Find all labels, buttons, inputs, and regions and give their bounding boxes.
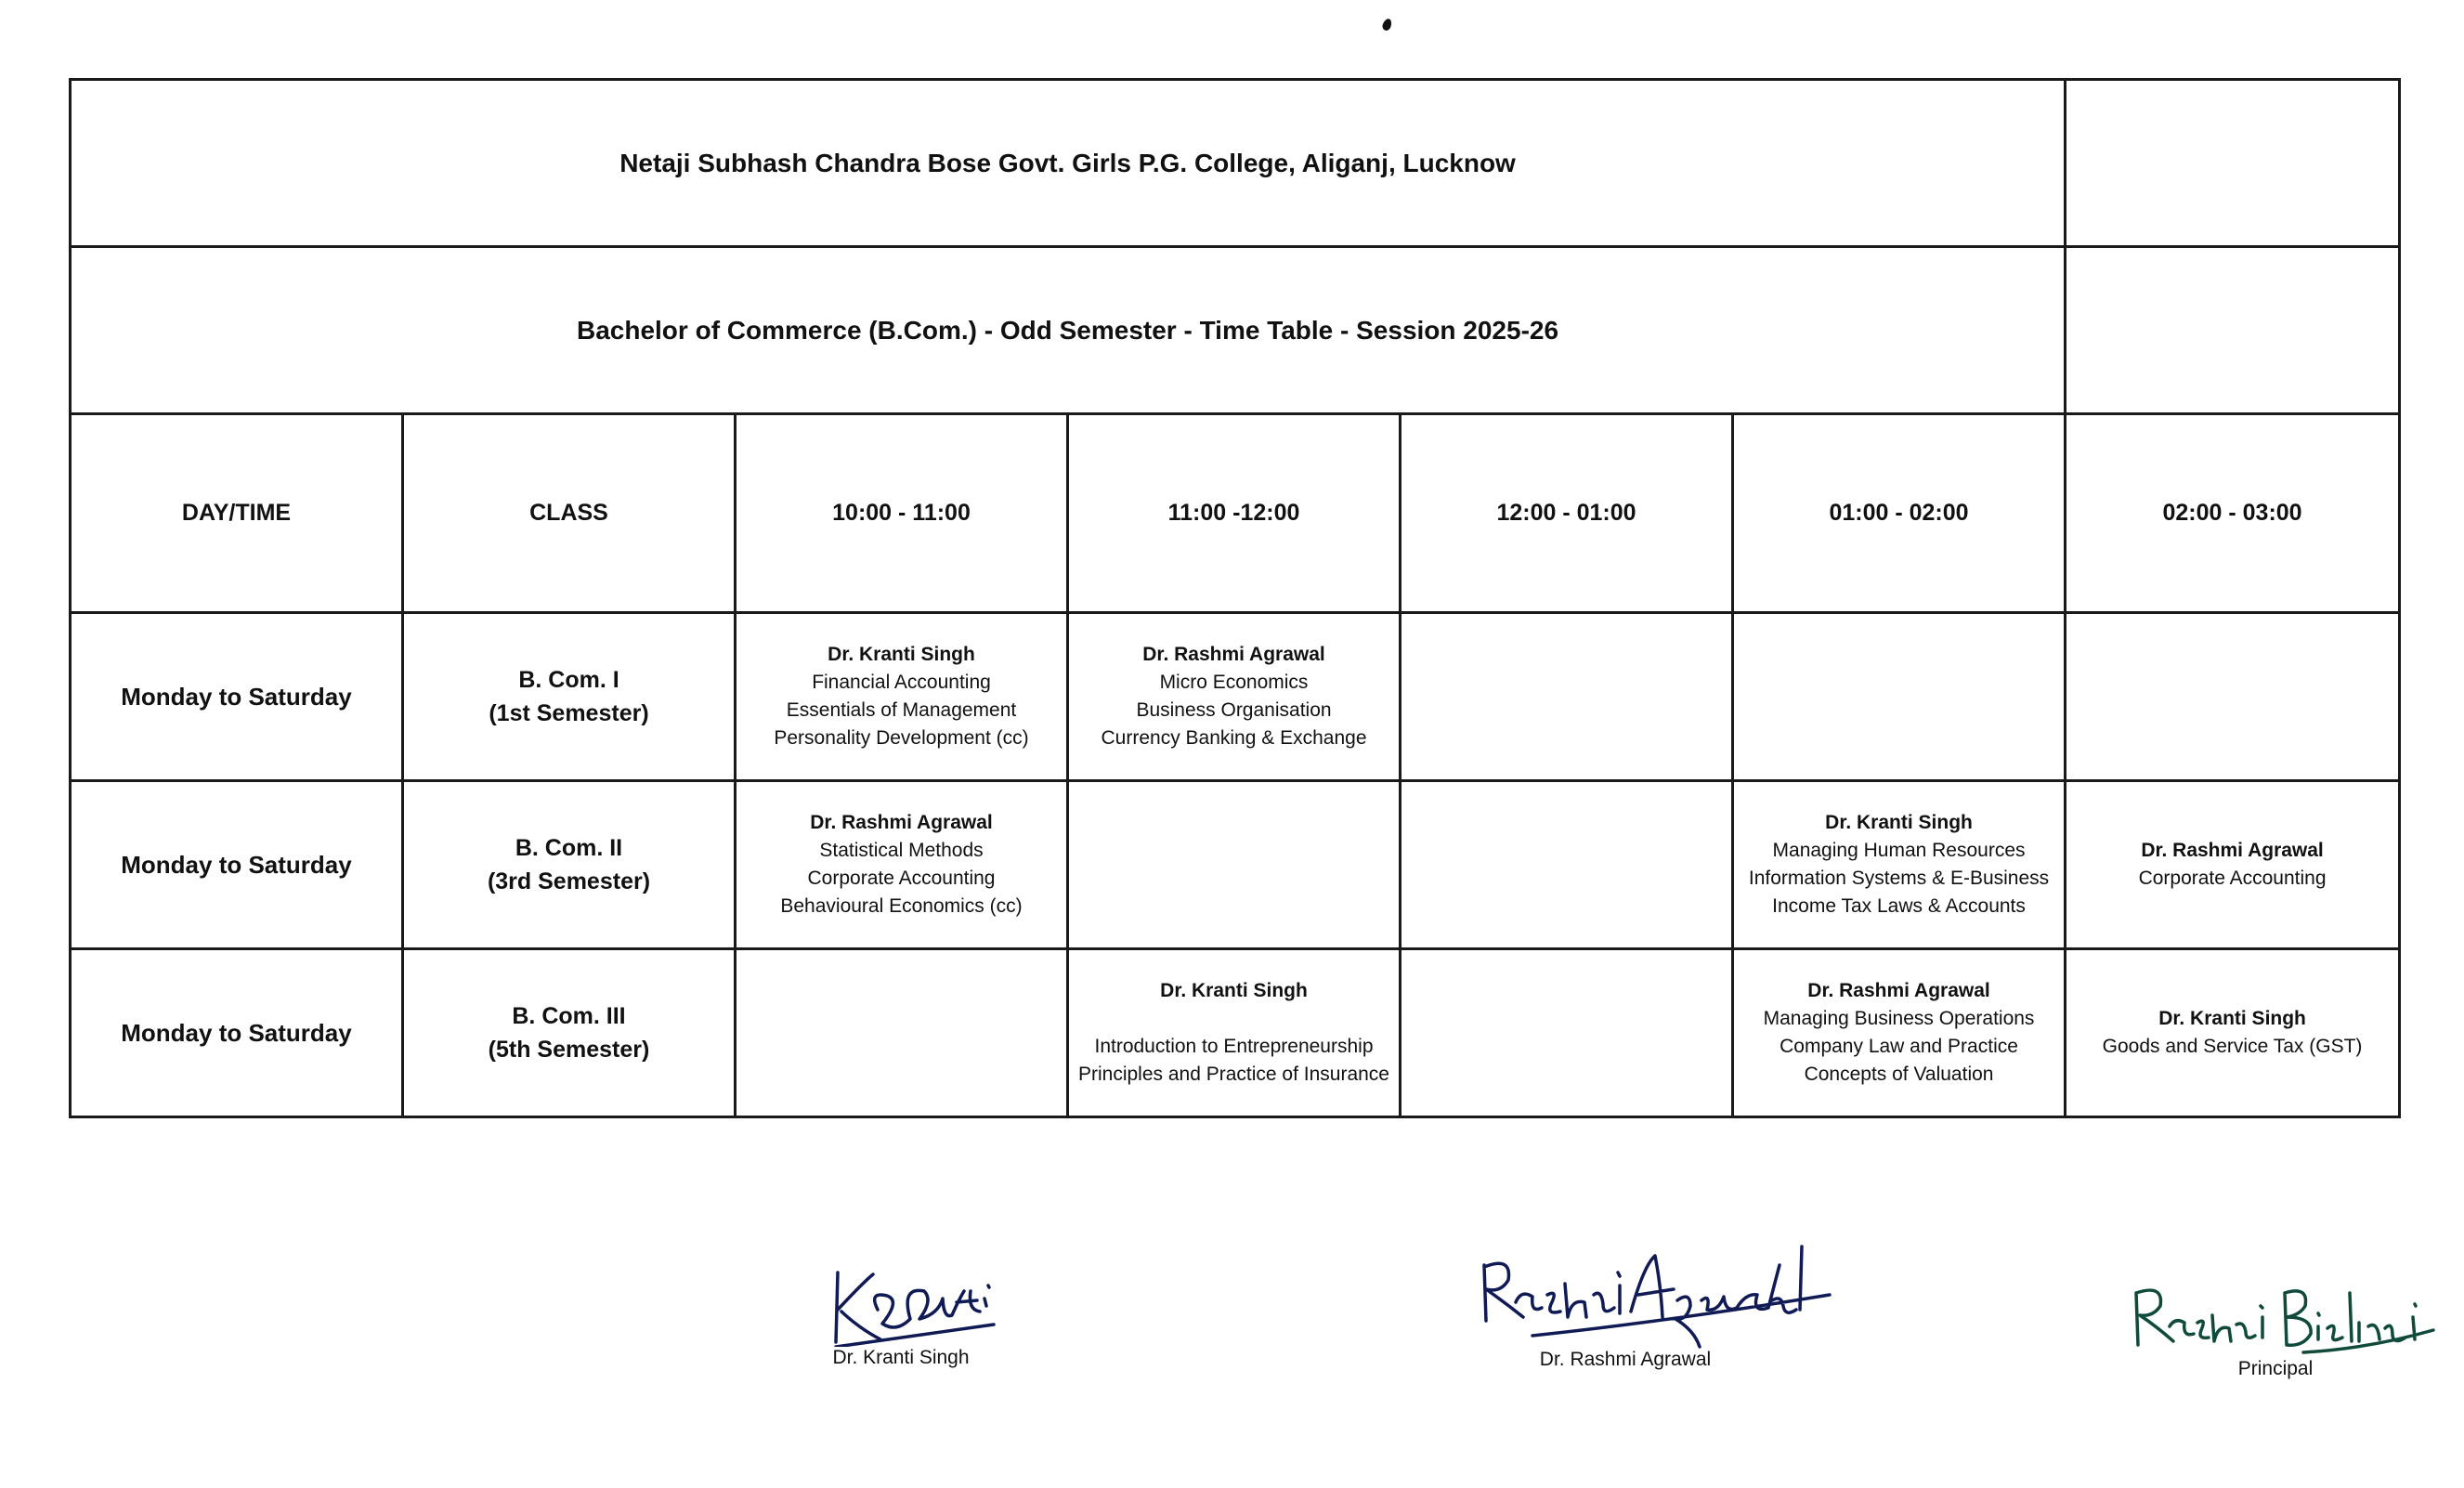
subject: Company Law and Practice <box>1780 1036 2018 1057</box>
timetable <box>69 78 2401 1118</box>
teacher-name: Dr. Kranti Singh <box>1825 812 1973 833</box>
teacher-name: Dr. Kranti Singh <box>2158 1008 2306 1029</box>
handwritten-signature-rashmi <box>1412 1228 1839 1349</box>
table-row <box>71 781 2400 949</box>
class-name: B. Com. II <box>515 835 623 861</box>
col-header-slot2: 11:00 -12:00 <box>1068 414 1401 613</box>
handwritten-signature-principal <box>2090 1256 2461 1358</box>
day-cell: Monday to Saturday <box>71 949 403 1117</box>
subject: Financial Accounting <box>812 672 991 693</box>
slot-cell <box>736 613 1068 781</box>
slot-cell <box>736 781 1068 949</box>
col-header-slot4: 01:00 - 02:00 <box>1733 414 2066 613</box>
subject: Managing Business Operations <box>1763 1008 2035 1029</box>
slot-cell <box>1733 781 2066 949</box>
subject: Statistical Methods <box>819 840 984 861</box>
spacer <box>1075 1005 1393 1033</box>
empty-cell <box>2066 80 2400 247</box>
table-row <box>71 949 2400 1117</box>
slot-cell-empty <box>1733 613 2066 781</box>
class-cell <box>403 781 736 949</box>
teacher-name: Dr. Rashmi Agrawal <box>1142 644 1325 665</box>
teacher-name: Dr. Rashmi Agrawal <box>2141 840 2324 861</box>
slot-cell-empty <box>1068 781 1401 949</box>
col-header-slot3: 12:00 - 01:00 <box>1401 414 1733 613</box>
subject: Currency Banking & Exchange <box>1101 727 1367 749</box>
teacher-name: Dr. Kranti Singh <box>828 644 975 665</box>
day-cell: Monday to Saturday <box>71 781 403 949</box>
teacher-name: Dr. Kranti Singh <box>1160 980 1308 1001</box>
subject: Information Systems & E-Business <box>1748 868 2050 889</box>
col-header-class: CLASS <box>403 414 736 613</box>
slot-cell <box>2066 949 2400 1117</box>
subject: Introduction to Entrepreneurship <box>1094 1036 1374 1057</box>
subject: Principles and Practice of Insurance <box>1077 1064 1389 1085</box>
college-name-cell <box>71 80 2066 247</box>
subject: Managing Human Resources <box>1772 840 2026 861</box>
semester-name: (5th Semester) <box>488 1037 650 1063</box>
col-header-slot5: 02:00 - 03:00 <box>2066 414 2400 613</box>
handwritten-signature-kranti <box>762 1245 1040 1347</box>
signatory-name: Dr. Rashmi Agrawal <box>1539 1349 1712 1370</box>
signatory-name: Principal <box>2237 1358 2314 1379</box>
college-name: Netaji Subhash Chandra Bose Govt. Girls P.G. College, Aliganj, Lucknow <box>619 148 1516 177</box>
subject: Corporate Accounting <box>807 868 996 889</box>
subject: Income Tax Laws & Accounts <box>1772 895 2026 917</box>
slot-cell <box>1733 949 2066 1117</box>
subject: Corporate Accounting <box>2138 868 2327 889</box>
subject: Essentials of Management <box>786 699 1017 721</box>
class-cell <box>403 613 736 781</box>
class-cell <box>403 949 736 1117</box>
signature-block-rashmi <box>1402 1228 1848 1371</box>
table-row <box>71 613 2400 781</box>
slot-cell-empty <box>1401 949 1733 1117</box>
slot-cell-empty <box>2066 613 2400 781</box>
day-cell: Monday to Saturday <box>71 613 403 781</box>
empty-cell <box>2066 247 2400 414</box>
subject: Personality Development (cc) <box>774 727 1029 749</box>
college-row <box>71 80 2400 247</box>
semester-name: (3rd Semester) <box>487 868 651 894</box>
slot-cell-empty <box>736 949 1068 1117</box>
semester-name: (1st Semester) <box>489 700 649 726</box>
signature-block-principal <box>2090 1256 2461 1380</box>
class-name: B. Com. I <box>518 667 619 693</box>
col-header-day: DAY/TIME <box>71 414 403 613</box>
subject: Goods and Service Tax (GST) <box>2102 1036 2363 1057</box>
teacher-name: Dr. Rashmi Agrawal <box>810 812 993 833</box>
signatory-name: Dr. Kranti Singh <box>832 1347 970 1368</box>
slot-cell <box>1068 949 1401 1117</box>
slot-cell-empty <box>1401 781 1733 949</box>
class-name: B. Com. III <box>512 1003 626 1029</box>
header-row <box>71 414 2400 613</box>
col-header-slot1: 10:00 - 11:00 <box>736 414 1068 613</box>
subject: Concepts of Valuation <box>1804 1064 1994 1085</box>
teacher-name: Dr. Rashmi Agrawal <box>1807 980 1990 1001</box>
slot-cell <box>1068 613 1401 781</box>
slot-cell <box>2066 781 2400 949</box>
slot-cell-empty <box>1401 613 1733 781</box>
timetable-title-cell <box>71 247 2066 414</box>
subject: Business Organisation <box>1136 699 1332 721</box>
subject: Behavioural Economics (cc) <box>780 895 1023 917</box>
timetable-title: Bachelor of Commerce (B.Com.) - Odd Semester - Time Table - Session 2025-26 <box>576 315 1559 345</box>
signature-block-kranti <box>734 1245 1068 1369</box>
subject: Micro Economics <box>1159 672 1309 693</box>
title-row <box>71 247 2400 414</box>
ink-mark <box>1381 18 1393 32</box>
